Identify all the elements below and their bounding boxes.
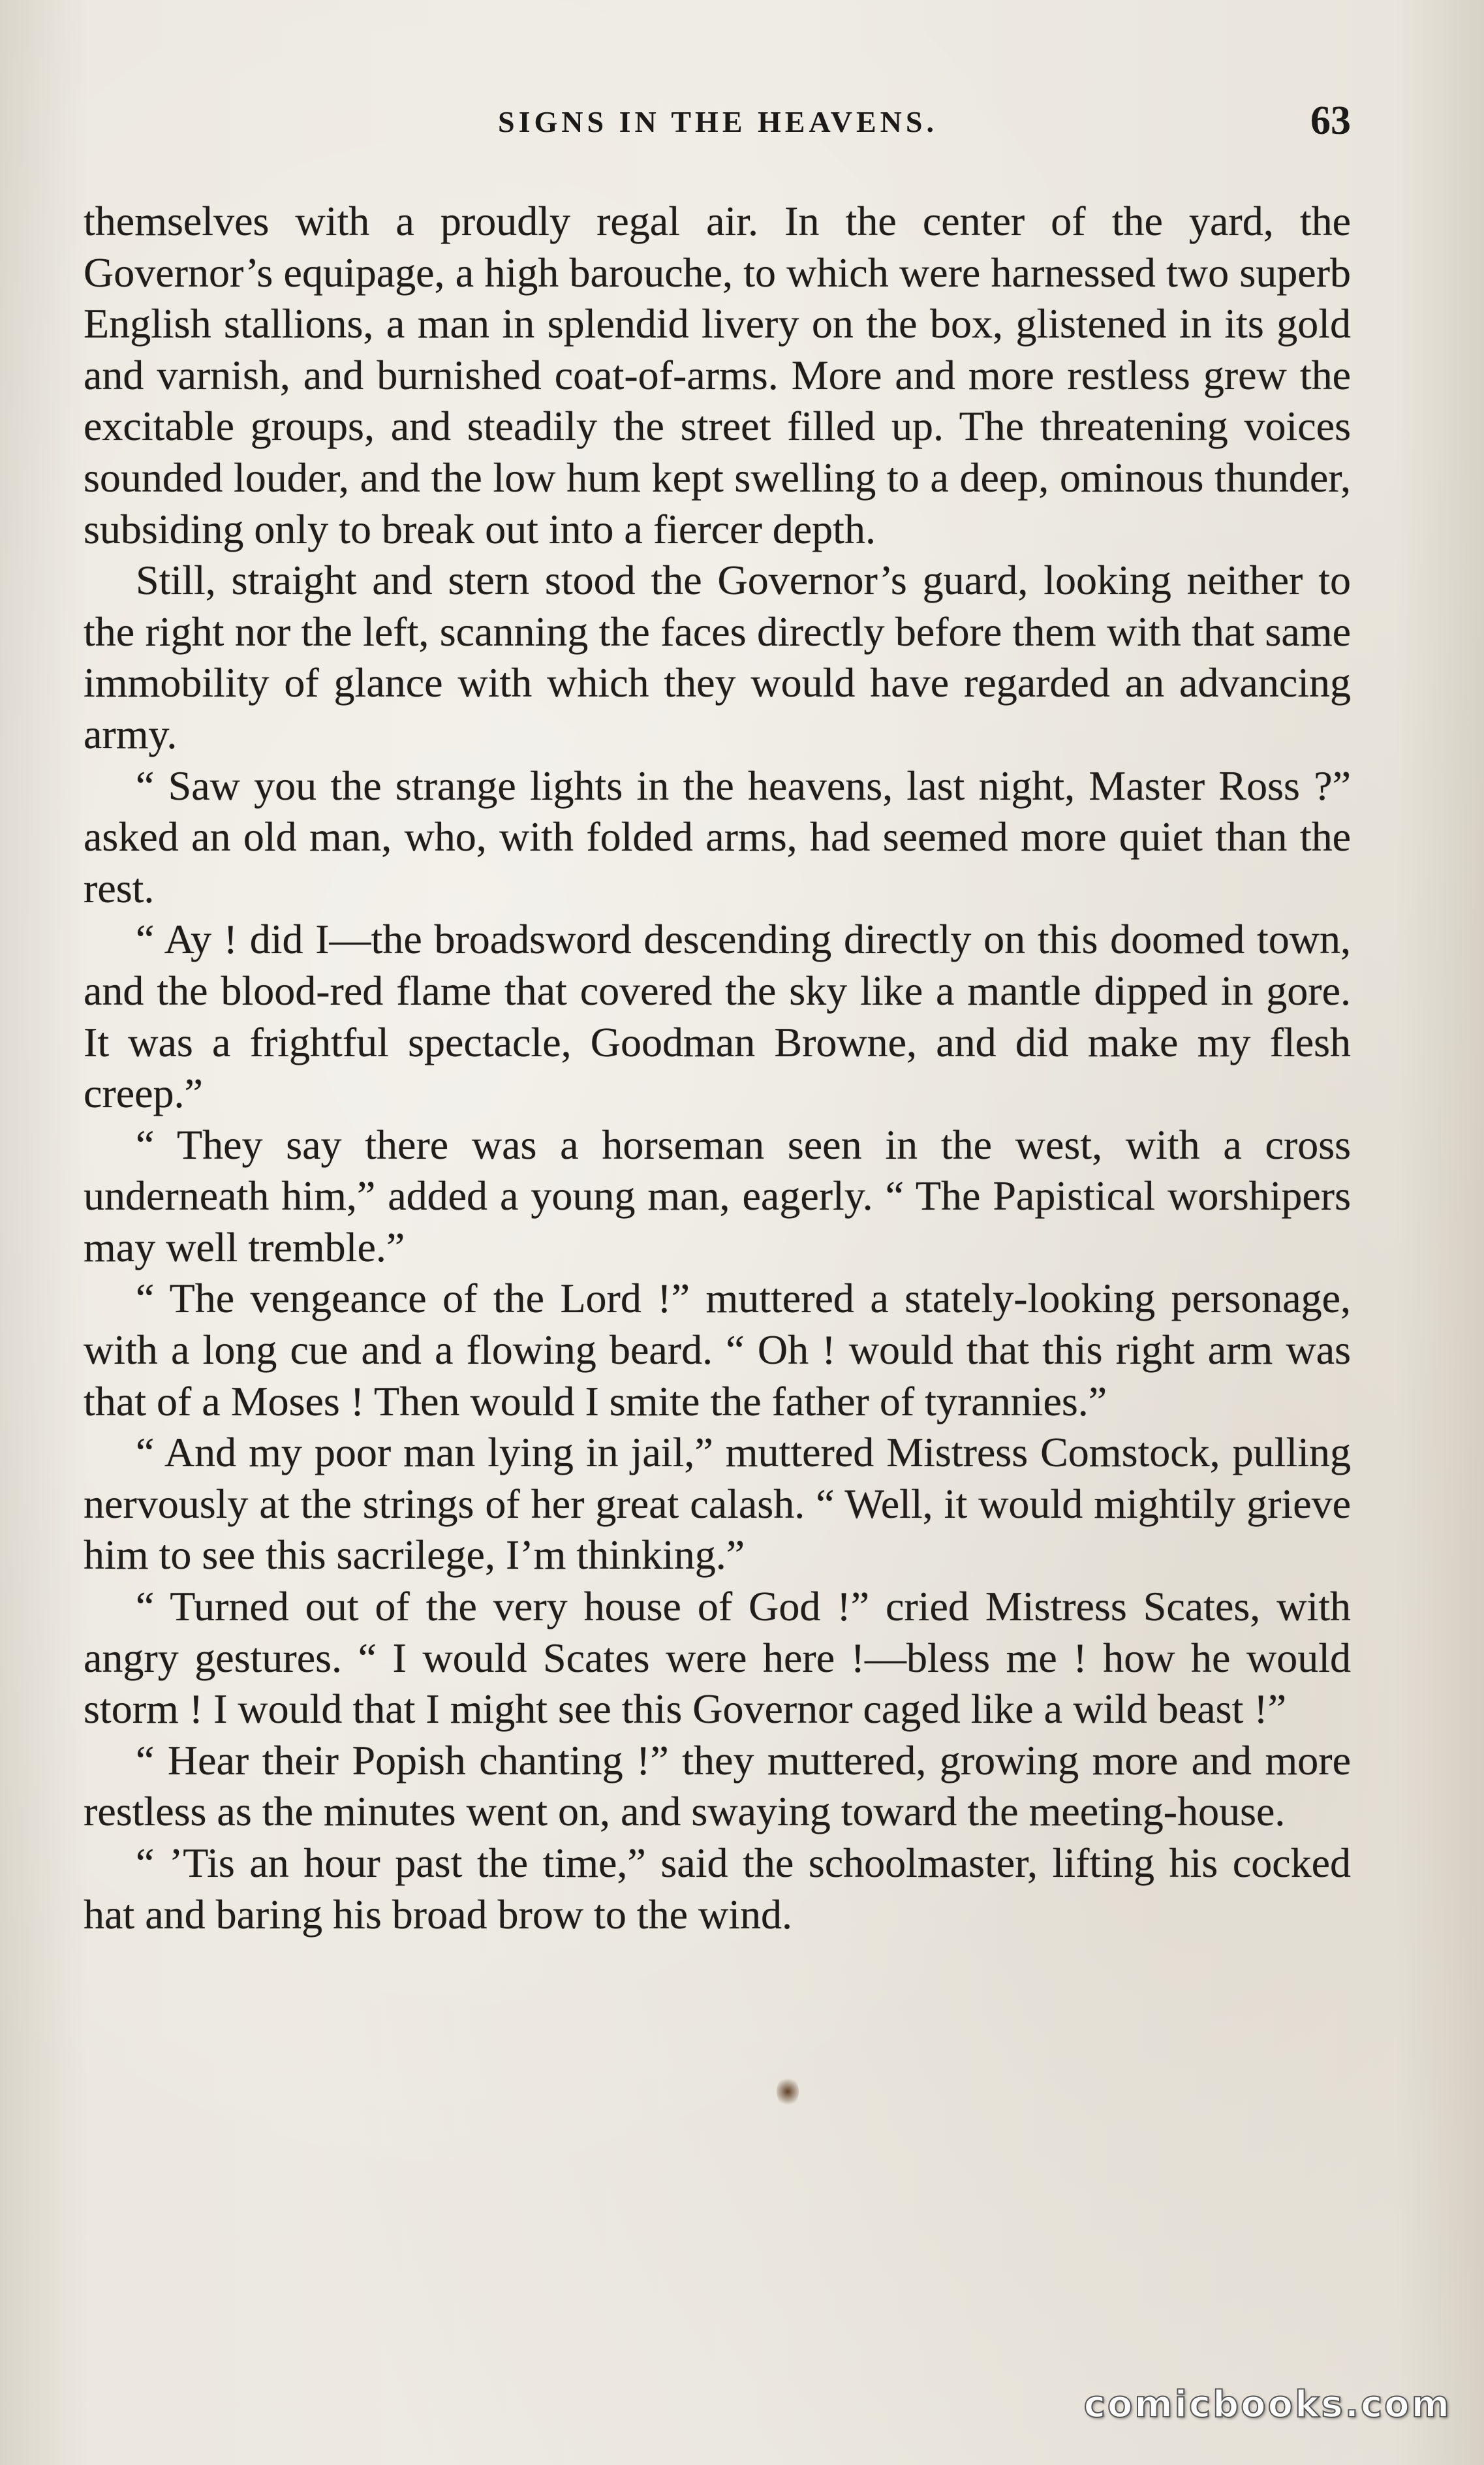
paragraph-7: “ And my poor man lying in jail,” muttered Mistress Comstock, pulling nervously at the strings of her great calash. “ Well, it would mightily grieve him to see this sacrilege, I’m thinking.” xyxy=(84,1429,1351,1578)
paragraph-10: “ ’Tis an hour past the time,” said the schoolmaster, lifting his cocked hat and baring his broad brow to the wind. xyxy=(84,1840,1351,1938)
paragraph-6: “ The vengeance of the Lord !” muttered a stately-looking personage, with a long cue and a flowing beard. “ Oh ! would that this right arm was that of a Moses ! Then would I smite the father of tyrannies.” xyxy=(84,1275,1351,1424)
paragraph-3: “ Saw you the strange lights in the heavens, last night, Master Ross ?” asked an old man, who, with folded arms, had seemed more quiet than the rest. xyxy=(84,762,1351,911)
paragraph-9: “ Hear their Popish chanting !” they muttered, growing more and more restless as the minutes went on, and swaying toward the meeting-house. xyxy=(84,1736,1351,1835)
watermark: comicbooks.com xyxy=(1083,2383,1451,2426)
paragraph-4: “ Ay ! did I—the broadsword descending directly on this doomed town, and the blood-red flame that covered the sky like a mantle dipped in gore. It was a frightful spectacle, Goodman Browne, and did make my flesh creep.” xyxy=(84,916,1351,1117)
page-header xyxy=(85,98,1351,150)
paragraph-5: “ They say there was a horseman seen in the west, with a cross underneath him,” added a young man, eagerly. “ The Papistical worshipers may well tremble.” xyxy=(84,1121,1351,1270)
page-number: 63 xyxy=(1310,99,1351,143)
running-head: SIGNS IN THE HEAVENS. xyxy=(498,105,938,138)
ink-stain xyxy=(777,2076,799,2107)
paragraph-1: themselves with a proudly regal air. In the center of the yard, the Governor’s equipage, a high barouche, to which were harnessed two superb English stallions, a man in splendid livery on the box, glistened in its gold and varnish, and burnished coat-of-arms. More and more restless grew the excitable groups, and steadily the street filled up. The threatening voices sounded louder, and the low hum kept swelling to a deep, ominous thunder, subsiding only to break out into a fiercer depth. xyxy=(84,198,1351,552)
paragraph-8: “ Turned out of the very house of God !” cried Mistress Scates, with angry gestures. “ I would Scates were here !—bless me ! how he would storm ! I would that I might see this Governor caged like a wild beast !” xyxy=(84,1583,1351,1733)
body-text xyxy=(84,196,1351,1940)
paragraph-2: Still, straight and stern stood the Governor’s guard, looking neither to the right nor the left, scanning the faces directly before them with that same immobility of glance with which they would have regarded an advancing army. xyxy=(84,557,1351,757)
